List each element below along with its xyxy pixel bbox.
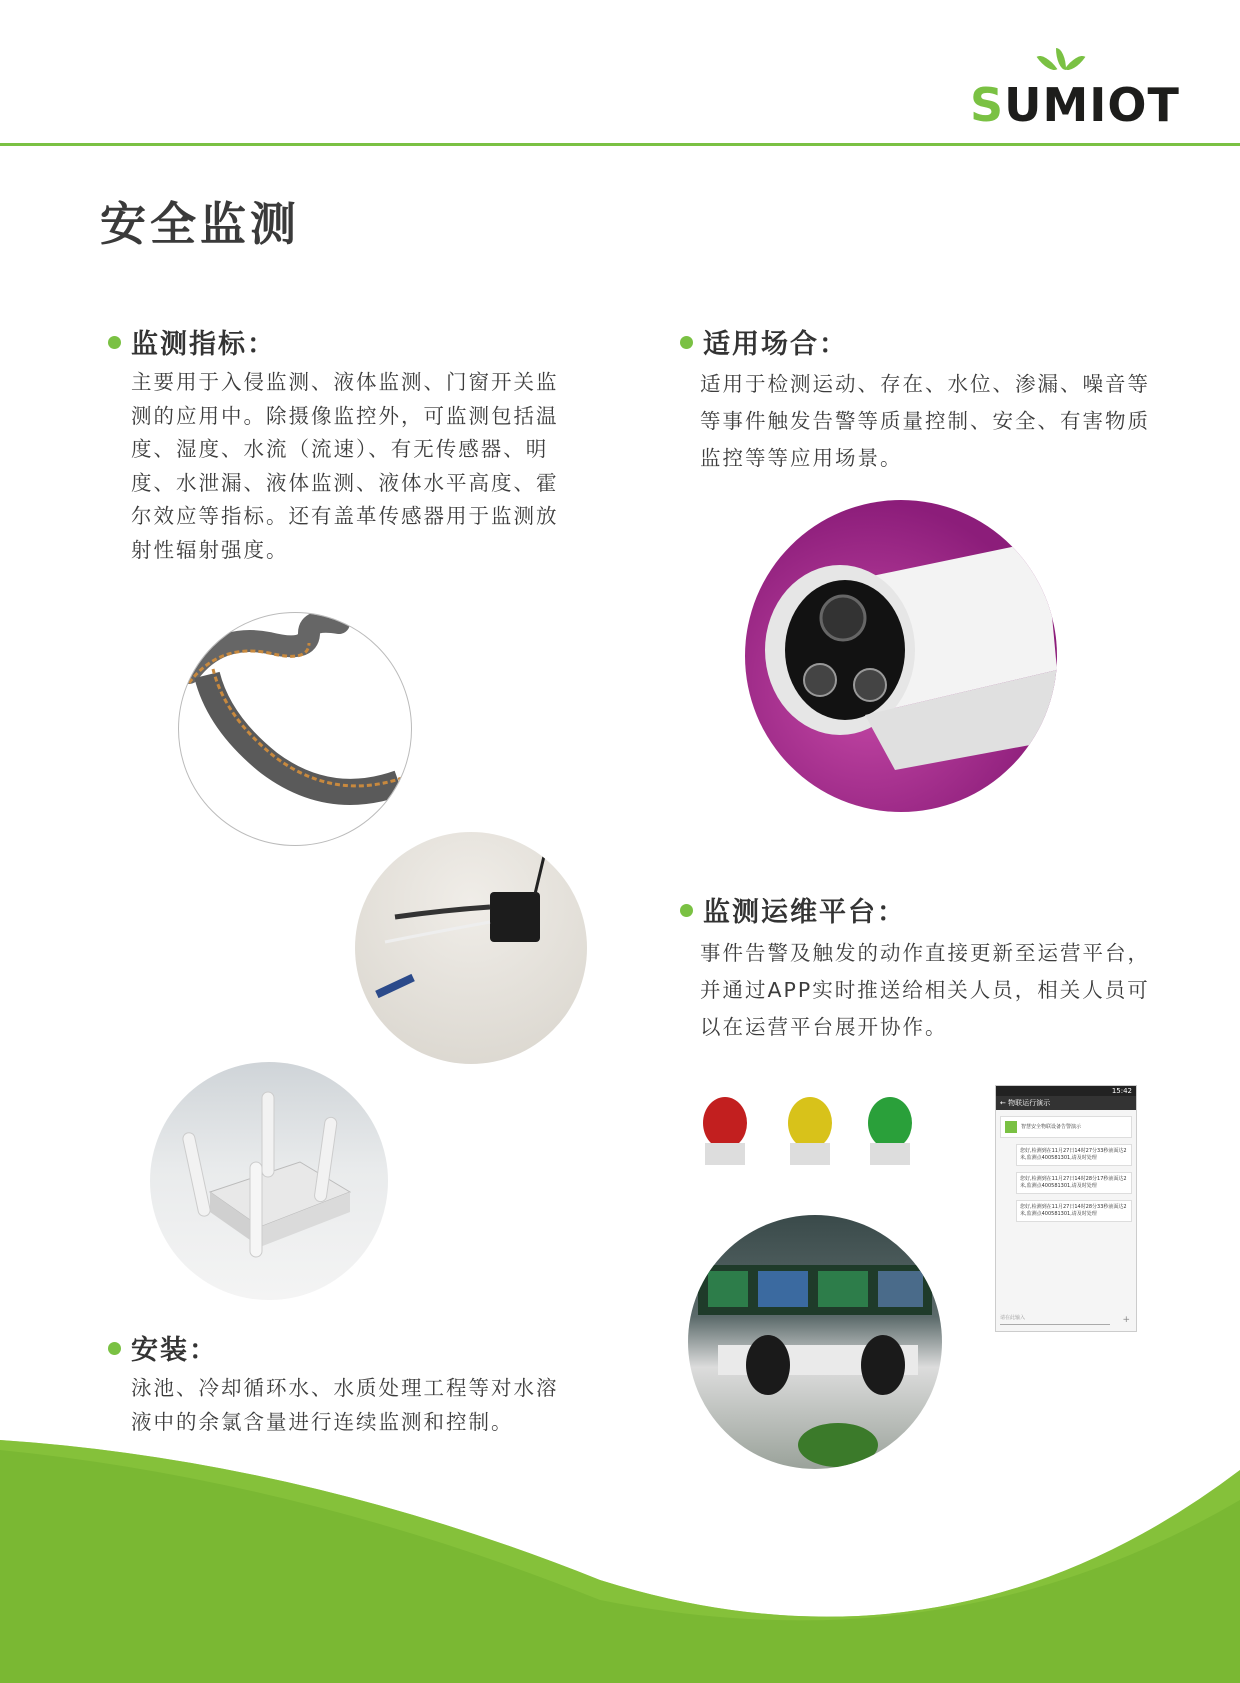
water-leak-sensor-photo (355, 832, 587, 1064)
ir-security-camera-photo (745, 500, 1057, 812)
platform-heading (680, 890, 906, 929)
phone-group-card[interactable] (1000, 1116, 1132, 1138)
phone-status-bar (996, 1086, 1136, 1096)
platform-body: 事件告警及触发的动作直接更新至运营平台，并通过APP实时推送给相关人员，相关人员可以在运营平台展开协作。 (700, 941, 1150, 1039)
add-icon[interactable]: + (1122, 1315, 1130, 1325)
scenarios-heading-text: 适用场合： (703, 329, 848, 360)
logo-leaf-right-icon (1065, 51, 1086, 75)
bottom-wave-decoration (0, 1440, 1240, 1683)
page-title: 安全监测 (100, 197, 300, 251)
sumiot-logo (970, 52, 1180, 132)
app-title: 物联运行演示 (1008, 1099, 1051, 1107)
phone-app-bar (996, 1096, 1136, 1110)
group-name: 智慧安全物联设备告警演示 (1021, 1124, 1082, 1130)
scenarios-body: 适用于检测运动、存在、水位、渗漏、噪音等等事件触发告警等质量控制、安全、有害物质监控等等应用场景。 (700, 372, 1150, 470)
indicators-body: 主要用于入侵监测、液体监测、门窗开关监测的应用中。除摄像监控外，可监测包括温度、湿度、水流（流速）、有无传感器、明度、水泄漏、液体监测、液体水平高度、霍尔效应等指标。还有盖革传感器用于监测放射性辐射强度。 (131, 370, 559, 562)
status-time: 15:42 (1111, 1087, 1132, 1095)
bullet-icon (108, 1342, 121, 1355)
header-divider (0, 143, 1240, 146)
install-heading (108, 1328, 218, 1367)
chat-message: 您好,检测到在11月27日14时28分33秒液面达2米,监测点400581301,请及时处理 (1016, 1200, 1132, 1222)
logo-text: SUMIOT (970, 78, 1180, 132)
install-body: 泳池、冷却循环水、水质处理工程等对水溶液中的余氯含量进行连续监测和控制。 (131, 1376, 559, 1434)
bullet-icon (108, 336, 121, 349)
indicators-heading (108, 322, 276, 361)
chat-message: 您好,检测到在11月27日14时27分33秒液面达2米,监测点400581301,请及时处理 (1016, 1144, 1132, 1166)
heating-cable-photo (178, 612, 412, 846)
warning-beacons-photo (695, 1095, 925, 1175)
phone-screenshot (995, 1085, 1137, 1332)
chat-message: 您好,检测到在11月27日14时28分17秒液面达2米,监测点400581301,请及时处理 (1016, 1172, 1132, 1194)
logo-leaf-left-icon (1037, 51, 1058, 75)
indicators-heading-text: 监测指标： (131, 329, 276, 360)
platform-heading-text: 监测运维平台： (703, 897, 906, 928)
back-arrow-icon[interactable]: ← (1000, 1099, 1006, 1107)
monitoring-center-photo (688, 1215, 942, 1469)
wireless-gateway-photo (150, 1062, 388, 1300)
bullet-icon (680, 336, 693, 349)
logo-leaf-mid-icon (1056, 48, 1066, 70)
bullet-icon (680, 904, 693, 917)
install-heading-text: 安装： (131, 1335, 218, 1366)
chat-input[interactable]: 请在此输入 (1000, 1314, 1110, 1325)
group-avatar-icon (1005, 1121, 1017, 1133)
scenarios-heading (680, 322, 848, 361)
